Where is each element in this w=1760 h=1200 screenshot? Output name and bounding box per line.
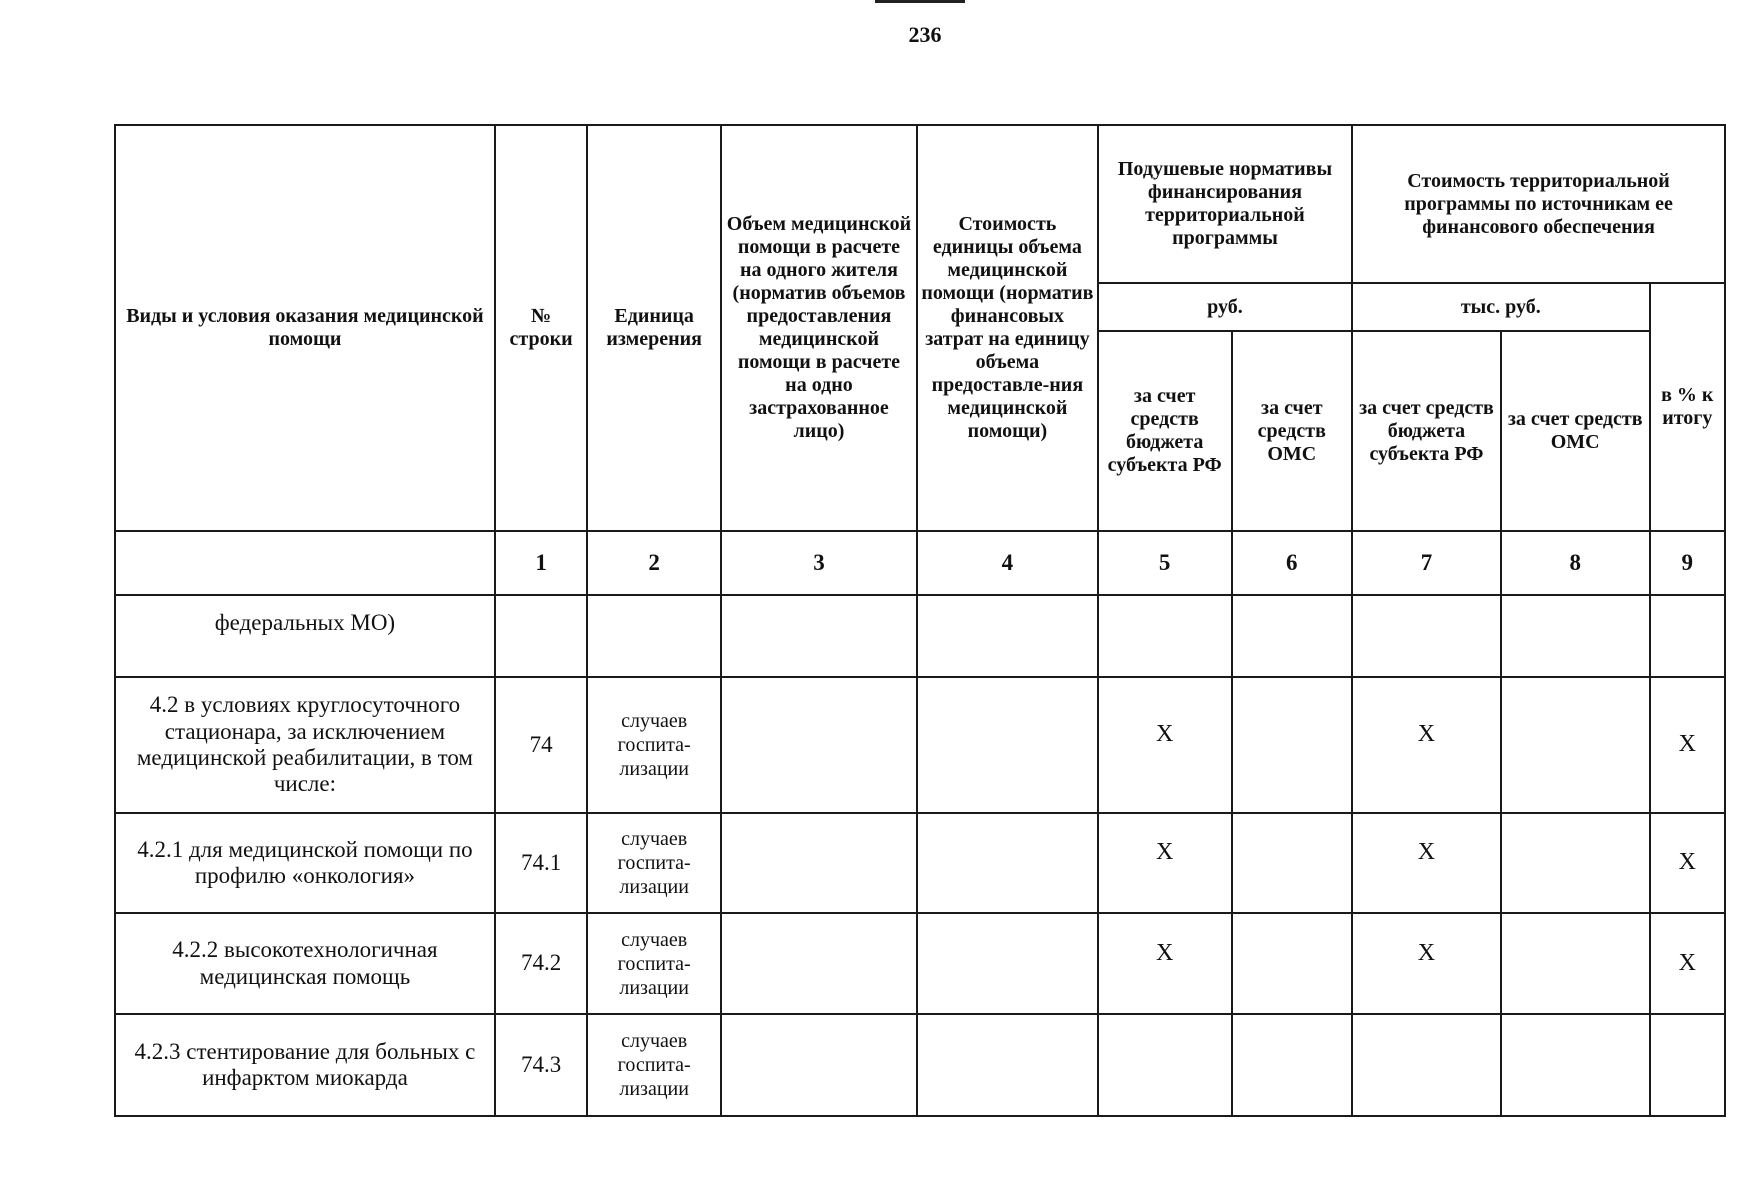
table-row <box>115 677 1725 813</box>
budget-thousand-cell <box>1352 1014 1501 1116</box>
column-number-cell: 6 <box>1232 531 1353 595</box>
oms-thousand-cell <box>1501 595 1650 677</box>
table-row <box>115 913 1725 1014</box>
care-type-cell: 4.2.3 стентирование для больных с инфарктом миокарда <box>115 1014 495 1116</box>
volume-cell <box>721 677 917 813</box>
care-type-cell: федеральных МО) <box>115 595 495 677</box>
budget-thousand-cell: Х <box>1352 677 1501 813</box>
row-number-cell: 74.3 <box>495 1014 587 1116</box>
table-row <box>115 1014 1725 1116</box>
header-oms-rub: за счет средств ОМС <box>1232 331 1353 531</box>
oms-rub-cell <box>1232 595 1353 677</box>
oms-thousand-cell <box>1501 913 1650 1014</box>
header-rub: руб. <box>1098 283 1352 331</box>
budget-thousand-cell: Х <box>1352 813 1501 913</box>
budget-thousand-cell: Х <box>1352 913 1501 1014</box>
oms-rub-cell <box>1232 813 1353 913</box>
percent-cell <box>1650 1014 1725 1116</box>
percent-cell: Х <box>1650 913 1725 1014</box>
unit-cost-cell <box>917 595 1098 677</box>
row-number-cell: 74 <box>495 677 587 813</box>
column-number-row <box>115 531 1725 595</box>
medical-care-table <box>114 124 1726 1117</box>
header-budget-subject-rub: за счет средств бюджета субъекта РФ <box>1098 331 1232 531</box>
volume-cell <box>721 1014 917 1116</box>
unit-cell <box>587 595 721 677</box>
unit-cost-cell <box>917 1014 1098 1116</box>
table-row <box>115 595 1725 677</box>
care-type-cell: 4.2.2 высокотехнологичная медицинская помощь <box>115 913 495 1014</box>
budget-rub-cell: Х <box>1098 913 1232 1014</box>
budget-rub-cell: Х <box>1098 677 1232 813</box>
header-oms-thousand: за счет средств ОМС <box>1501 331 1650 531</box>
oms-thousand-cell <box>1501 1014 1650 1116</box>
unit-cell: случаев госпита-лизации <box>587 813 721 913</box>
unit-cost-cell <box>917 913 1098 1014</box>
table-row <box>115 813 1725 913</box>
care-type-cell: 4.2 в условиях круглосуточного стационара, за исключением медицинской реабилитации, в том числе: <box>115 677 495 813</box>
header-care-types: Виды и условия оказания медицинской помощи <box>115 125 495 531</box>
header-volume: Объем медицинской помощи в расчете на одного жителя (норматив объемов предоставления медицинской помощи в расчете на одно застрахованное лицо) <box>721 125 917 531</box>
oms-rub-cell <box>1232 1014 1353 1116</box>
oms-rub-cell <box>1232 913 1353 1014</box>
row-number-cell <box>495 595 587 677</box>
column-number-cell: 9 <box>1650 531 1725 595</box>
column-number-cell: 2 <box>587 531 721 595</box>
volume-cell <box>721 913 917 1014</box>
budget-thousand-cell <box>1352 595 1501 677</box>
header-row-number: № строки <box>495 125 587 531</box>
row-number-cell: 74.1 <box>495 813 587 913</box>
header-budget-subject-thousand: за счет средств бюджета субъекта РФ <box>1352 331 1501 531</box>
header-unit: Единица измерения <box>587 125 721 531</box>
header-program-cost-group: Стоимость территориальной программы по источникам ее финансового обеспечения <box>1352 125 1725 283</box>
column-number-cell: 1 <box>495 531 587 595</box>
unit-cost-cell <box>917 813 1098 913</box>
column-number-cell: 8 <box>1501 531 1650 595</box>
volume-cell <box>721 813 917 913</box>
row-number-cell: 74.2 <box>495 913 587 1014</box>
unit-cell: случаев госпита-лизации <box>587 677 721 813</box>
unit-cost-cell <box>917 677 1098 813</box>
header-unit-cost: Стоимость единицы объема медицинской помощи (норматив финансовых затрат на единицу объема предоставле-ния медицинской помощи) <box>917 125 1098 531</box>
header-per-capita-group: Подушевые нормативы финансирования территориальной программы <box>1098 125 1352 283</box>
oms-rub-cell <box>1232 677 1353 813</box>
oms-thousand-cell <box>1501 813 1650 913</box>
column-number-cell: 4 <box>917 531 1098 595</box>
column-number-cell: 3 <box>721 531 917 595</box>
top-edge-mark <box>875 0 965 3</box>
budget-rub-cell <box>1098 1014 1232 1116</box>
budget-rub-cell <box>1098 595 1232 677</box>
percent-cell: Х <box>1650 813 1725 913</box>
column-number-cell <box>115 531 495 595</box>
percent-cell <box>1650 595 1725 677</box>
column-number-cell: 7 <box>1352 531 1501 595</box>
oms-thousand-cell <box>1501 677 1650 813</box>
header-thousand-rub: тыс. руб. <box>1352 283 1649 331</box>
care-type-cell: 4.2.1 для медицинской помощи по профилю «онкология» <box>115 813 495 913</box>
page-number: 236 <box>908 22 942 47</box>
unit-cell: случаев госпита-лизации <box>587 913 721 1014</box>
percent-cell: Х <box>1650 677 1725 813</box>
volume-cell <box>721 595 917 677</box>
column-number-cell: 5 <box>1098 531 1232 595</box>
header-percent-of-total: в % к итогу <box>1650 283 1725 531</box>
unit-cell: случаев госпита-лизации <box>587 1014 721 1116</box>
budget-rub-cell: Х <box>1098 813 1232 913</box>
